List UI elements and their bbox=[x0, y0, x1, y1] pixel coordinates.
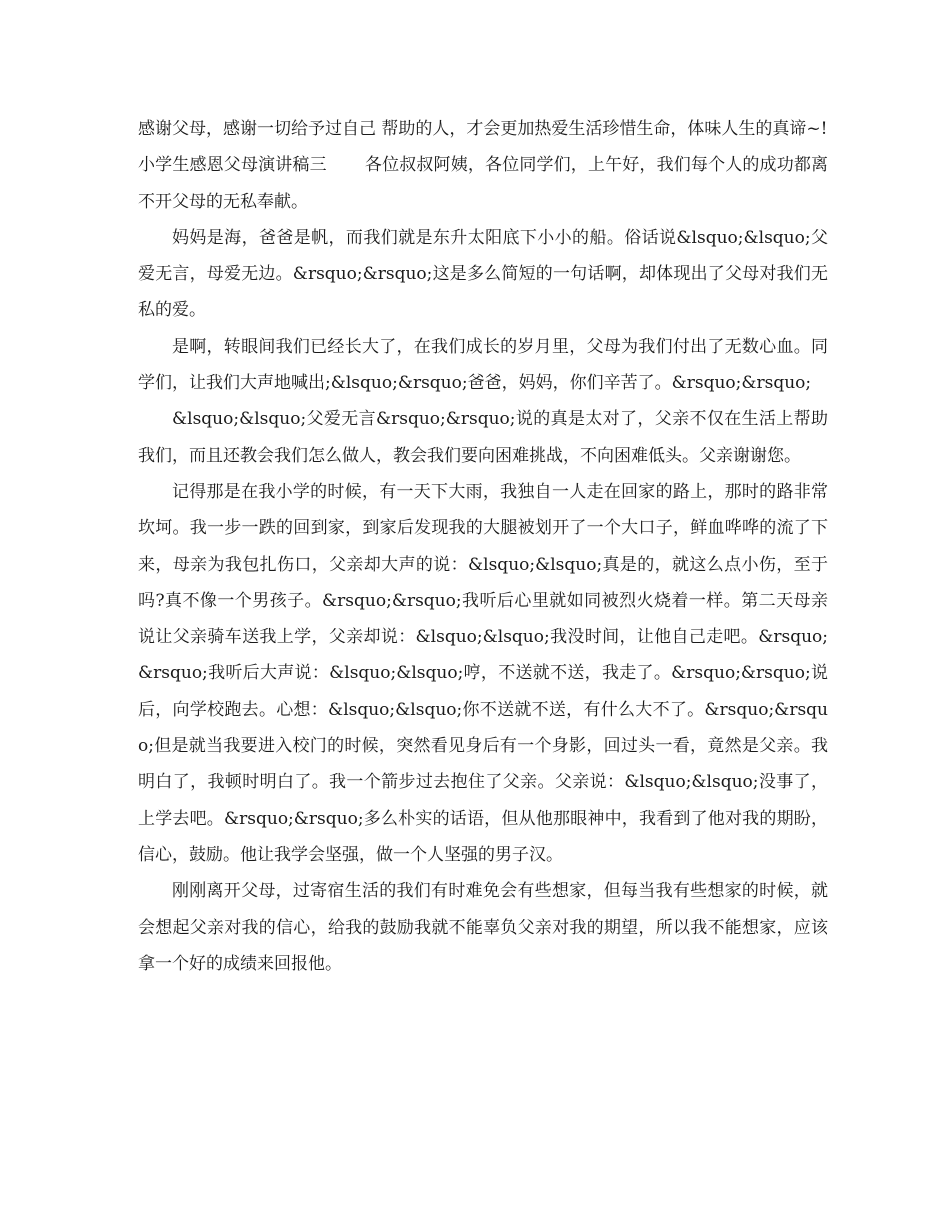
section-opening: 各位叔叔阿姨，各位同学们，上午好，我们每个人的成功都离不开父母的无私奉献。 bbox=[138, 155, 829, 212]
body-paragraph: &lsquo;&lsquo;父爱无言&rsquo;&rsquo;说的真是太对了，父亲不仅在生活上帮助我们，而且还教会我们怎么做人，教会我们要向困难挑战，不向困难低头。父亲谢谢您。 bbox=[138, 409, 828, 466]
body-paragraph: 是啊，转眼间我们已经长大了，在我们成长的岁月里，父母为我们付出了无数心血。同学们，让我们大声地喊出;&lsquo;&rsquo;爸爸，妈妈，你们辛苦了。&rsquo;&rsquo; bbox=[138, 336, 828, 394]
body-paragraph: 记得那是在我小学的时候，有一天下大雨，我独自一人走在回家的路上，那时的路非常坎坷。我一步一跌的回到家，到家后发现我的大腿被划开了一个大口子，鲜血哗哗的流了下来，母亲为我包扎伤口，父亲却大声的说：&lsquo;&lsquo;真是的，就这么点小伤，至于吗?真不像一个男孩子。&rsquo;&rsquo;我听后心里就如同被烈火烧着一样。第二天母亲说让父亲骑车送我上学，父亲却说：&lsquo;&lsquo;我没时间，让他自己走吧。&rsquo;&rsquo;我听后大声说：&lsquo;&lsquo;哼，不送就不送，我走了。&rsquo;&rsquo;说后，向学校跑去。心想：&lsquo;&lsquo;你不送就不送，有什么大不了。&rsquo;&rsquo;但是就当我要进入校门的时候，突然看见身后有一个身影，回过头一看，竟然是父亲。我明白了，我顿时明白了。我一个箭步过去抱住了父亲。父亲说：&lsquo;&lsquo;没事了，上学去吧。&rsquo;&rsquo;多么朴实的话语，但从他那眼神中，我看到了他对我的期盼，信心，鼓励。他让我学会坚强，做一个人坚强的男子汉。 bbox=[138, 481, 828, 865]
body-paragraph: 刚刚离开父母，过寄宿生活的我们有时难免会有些想家，但每当我有些想家的时候，就会想起父亲对我的信心，给我的鼓励我就不能辜负父亲对我的期望，所以我不能想家，应该拿一个好的成绩来回报他。 bbox=[138, 881, 828, 974]
body-paragraph: 妈妈是海，爸爸是帆，而我们就是东升太阳底下小小的船。俗话说&lsquo;&lsquo;父爱无言，母爱无边。&rsquo;&rsquo;这是多么简短的一句话啊，却体现出了父母对我们无私的爱。 bbox=[138, 227, 828, 321]
closing-paragraph: 感谢父母，感谢一切给予过自己 帮助的人，才会更加热爱生活珍惜生命，体味人生的真谛~! bbox=[138, 119, 828, 139]
section-heading-line bbox=[138, 147, 828, 220]
section-title: 小学生感恩父母演讲稿三 bbox=[138, 155, 327, 176]
document-body bbox=[138, 111, 828, 982]
